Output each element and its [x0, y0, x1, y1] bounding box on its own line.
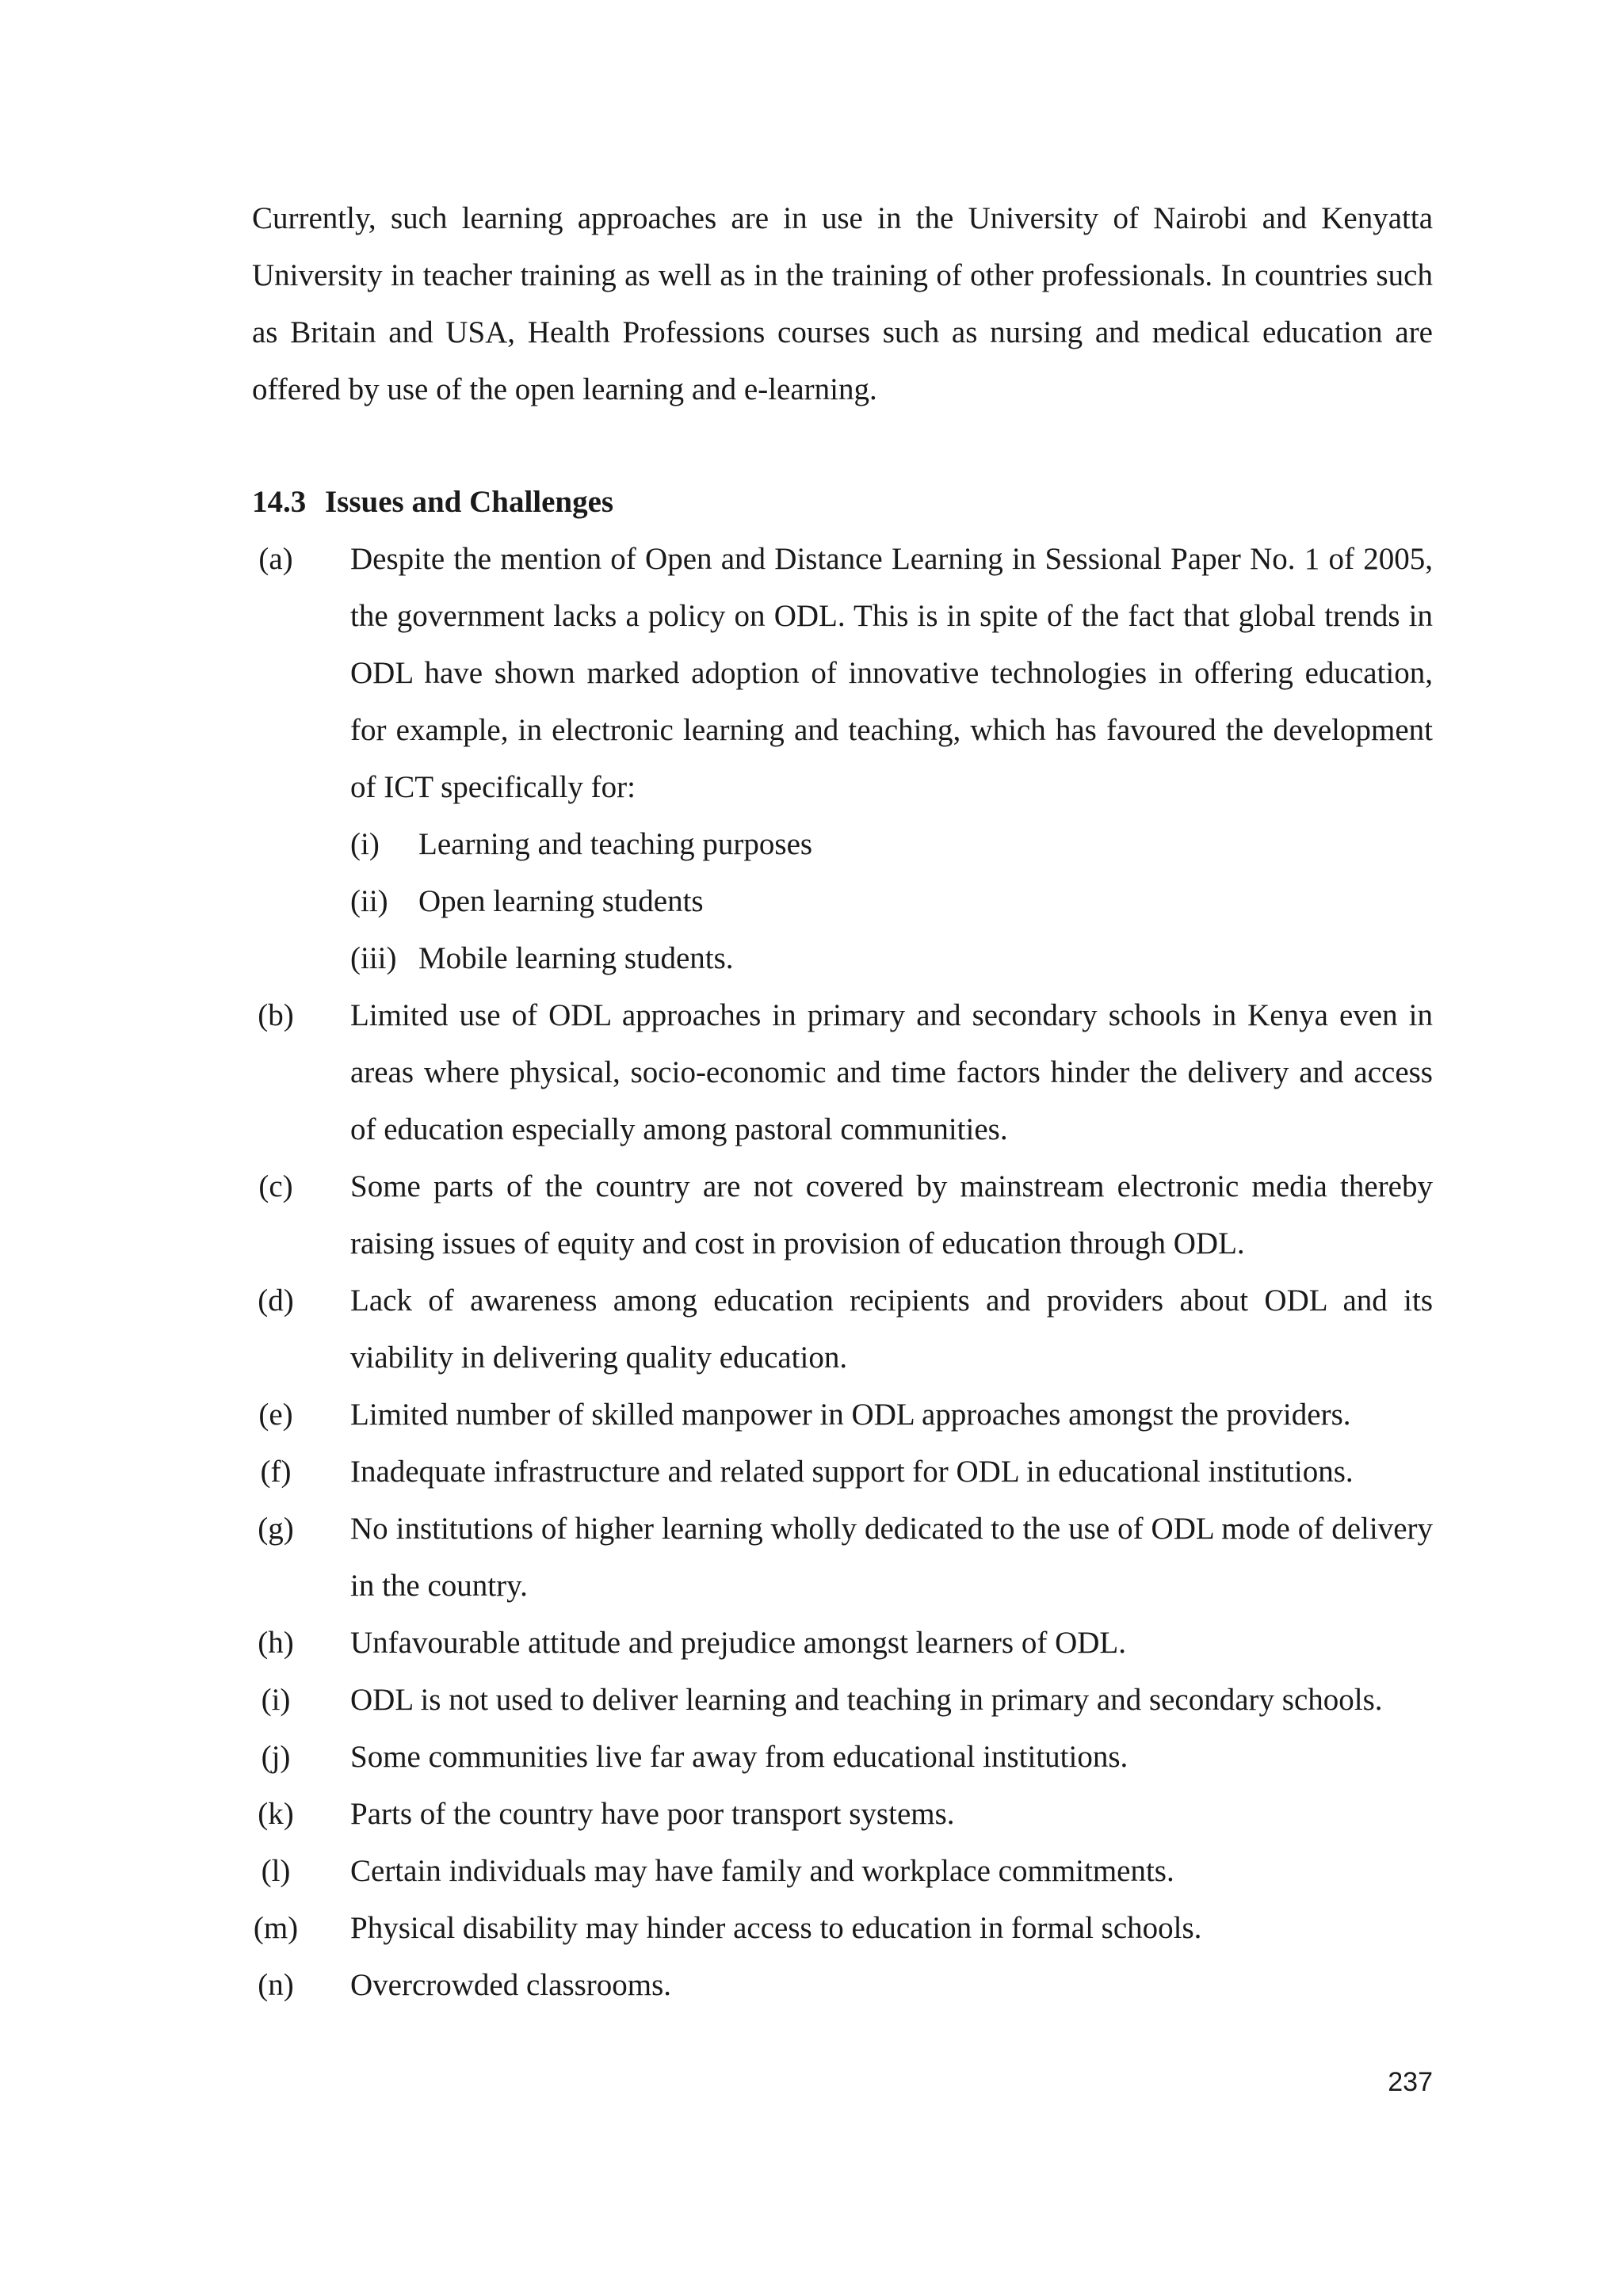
- sub-item-label: (iii): [350, 941, 397, 975]
- item-text: Unfavourable attitude and prejudice amongst learners of ODL.: [350, 1626, 1126, 1660]
- list-item: [252, 1158, 1433, 1272]
- sub-list-item: [350, 873, 1433, 930]
- list-item: [252, 1729, 1433, 1786]
- item-text: Some parts of the country are not covered by mainstream electronic media thereby raising issues of equity and cost in provision of education through ODL.: [350, 1169, 1433, 1261]
- sub-item-label: (ii): [350, 884, 388, 918]
- list-item: [252, 1501, 1433, 1615]
- item-text: Parts of the country have poor transport systems.: [350, 1797, 955, 1831]
- item-label: (k): [258, 1797, 294, 1831]
- item-text: Limited number of skilled manpower in ODL approaches amongst the providers.: [350, 1398, 1351, 1432]
- list-item: [252, 1900, 1433, 1957]
- item-label: (i): [261, 1683, 291, 1717]
- list-item: [252, 1386, 1433, 1444]
- list-item: [252, 1957, 1433, 2014]
- sub-item-text: Mobile learning students.: [418, 941, 734, 975]
- item-label: (e): [258, 1398, 293, 1432]
- list-item: [252, 1615, 1433, 1672]
- section-title: Issues and Challenges: [325, 485, 614, 519]
- item-label: (b): [258, 998, 294, 1032]
- list-item: [252, 1843, 1433, 1900]
- item-label: (g): [258, 1512, 294, 1546]
- item-label: (m): [253, 1911, 299, 1945]
- list-item: [252, 1272, 1433, 1386]
- item-label: (f): [260, 1455, 292, 1489]
- item-text: ODL is not used to deliver learning and teaching in primary and secondary schools.: [350, 1683, 1383, 1717]
- list-item: [252, 1444, 1433, 1501]
- list-item: [252, 1672, 1433, 1729]
- list-item: [252, 987, 1433, 1158]
- item-text: Limited use of ODL approaches in primary and secondary schools in Kenya even in areas where physical, socio-economic and time factors hinder the delivery and access of education especially among pastoral communities.: [350, 998, 1433, 1146]
- page-content: [252, 190, 1433, 2014]
- sub-list-item: [350, 816, 1433, 873]
- item-text: Despite the mention of Open and Distance Learning in Sessional Paper No. 1 of 2005, the government lacks a policy on ODL. This is in spite of the fact that global trends in ODL have shown marked adoption of innovative technologies in offering education, for example, in electronic learning and teaching, which has favoured the development of ICT specifically for:: [350, 542, 1433, 804]
- intro-paragraph: Currently, such learning approaches are in use in the University of Nairobi and Kenyatta University in teacher training as well as in the training of other professionals. In countries such as Britain and USA, Health Professions courses such as nursing and medical education are offered by use of the open learning and e-learning.: [252, 201, 1433, 406]
- sub-item-label: (i): [350, 827, 380, 861]
- item-text: Some communities live far away from educational institutions.: [350, 1740, 1128, 1774]
- item-text: Lack of awareness among education recipients and providers about ODL and its viability in delivering quality education.: [350, 1283, 1433, 1375]
- sub-item-text: Open learning students: [418, 884, 704, 918]
- item-text: Certain individuals may have family and workplace commitments.: [350, 1854, 1174, 1888]
- item-text: Physical disability may hinder access to education in formal schools.: [350, 1911, 1202, 1945]
- item-text: Overcrowded classrooms.: [350, 1968, 672, 2002]
- item-text: No institutions of higher learning wholly dedicated to the use of ODL mode of delivery in the country.: [350, 1512, 1433, 1603]
- item-text: Inadequate infrastructure and related support for ODL in educational institutions.: [350, 1455, 1354, 1489]
- sub-item-text: Learning and teaching purposes: [418, 827, 813, 861]
- list-item: [252, 531, 1433, 816]
- sub-list-item: [350, 930, 1433, 987]
- item-label: (l): [261, 1854, 291, 1888]
- item-label: (j): [261, 1740, 291, 1774]
- item-label: (h): [258, 1626, 294, 1660]
- item-label: (c): [258, 1169, 293, 1203]
- section-number: 14.3: [252, 485, 307, 519]
- item-label: (d): [258, 1283, 294, 1318]
- item-label: (n): [258, 1968, 294, 2002]
- section-heading: [252, 474, 1433, 531]
- list-item: [252, 1786, 1433, 1843]
- page-number: 237: [1388, 2067, 1433, 2097]
- item-label: (a): [258, 542, 293, 576]
